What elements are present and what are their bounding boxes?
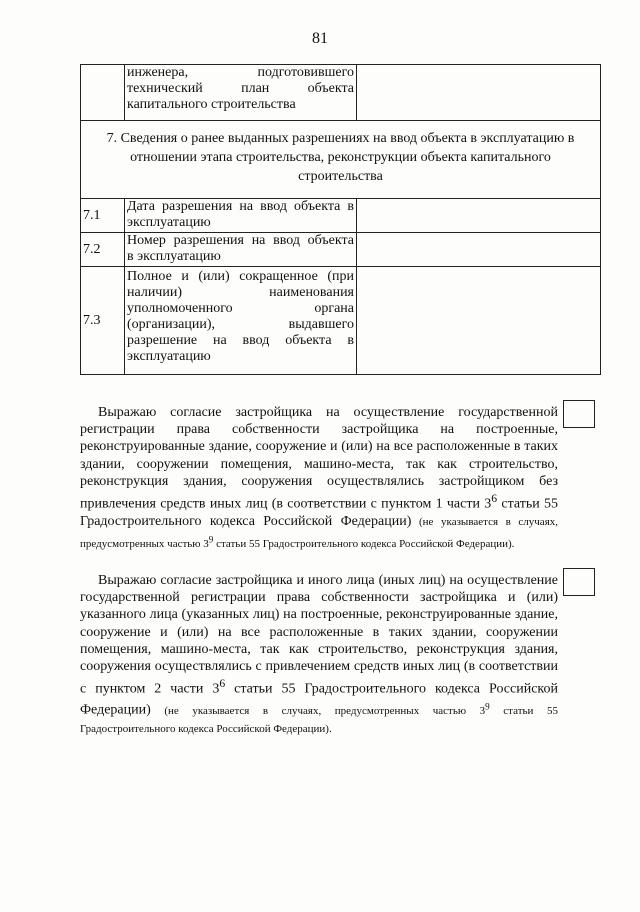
label-line: разрешение на ввод объекта в — [127, 333, 354, 348]
row-number: 7.2 — [81, 233, 125, 267]
application-form-table — [80, 64, 601, 375]
consent-1-note: (не указывается в случаях, предусмотренных частью 3 — [80, 515, 558, 550]
section-7-header-row — [81, 121, 601, 199]
label-line: эксплуатацию — [127, 349, 211, 364]
label-line: капитального строительства — [127, 97, 296, 112]
row-number: 7.3 — [81, 267, 125, 375]
label-line: (организации), выдавшего — [127, 317, 354, 332]
row-label-cell — [125, 199, 357, 233]
consent-2-text: Выражаю согласие застройщика и иного лица (иных лиц) на осуществление государственной регистрации права собственности застройщика и (или) указанного лица (указанных лиц) на построенные, реконструированные здание, сооружение и (или) на все расположенные в таких здании, сооружении помещения, машино-места, так как строительство, реконструкция здания, сооружения осуществлялись с привлечением средств иных лиц (в соответствии с пунктом 2 части 3 — [80, 573, 558, 697]
row-label-cell — [125, 233, 357, 267]
label-line: в эксплуатацию — [127, 249, 221, 264]
consent-1-sup: 6 — [491, 492, 498, 506]
page-number: 81 — [312, 30, 328, 47]
issuing-authority-field[interactable] — [357, 267, 601, 375]
row-label-cell — [125, 267, 357, 375]
consent-2-checkbox[interactable] — [563, 568, 595, 596]
consent-2-note: (не указывается в случаях, предусмотренных частью 3 — [150, 704, 486, 717]
label-line: инженера, подготовившего — [127, 65, 354, 80]
table-row-engineer — [81, 65, 601, 121]
permit-date-field[interactable] — [357, 199, 601, 233]
label-line: эксплуатацию — [127, 215, 211, 230]
consent-1-paragraph — [80, 404, 558, 553]
label-line: Дата разрешения на ввод объекта в — [127, 199, 354, 214]
consent-2-paragraph — [80, 572, 558, 738]
row-label-cell — [125, 65, 357, 121]
consent-1-note-end: статьи 55 Градостроительного кодекса Российской Федерации). — [213, 537, 515, 550]
consent-1-text: Выражаю согласие застройщика на осуществление государственной регистрации права собственности застройщика на построенные, реконструированные здание, сооружение и (или) на все расположенные в таких здании, сооружении помещения, машино-места, так как строительство, реконструкция здания, сооружения осуществлялись застройщиком без привлечения средств иных лиц (в соответствии с пунктом 1 части 3 — [80, 405, 558, 512]
consent-1-checkbox[interactable] — [563, 400, 595, 428]
consent-1-text-cont: статьи 55 Градостроительного кодекса Российской Федерации) — [80, 496, 558, 529]
consent-2-text-cont: статьи 55 Градостроительного кодекса Российской Федерации) — [80, 681, 559, 718]
label-line: наличии) наименования — [127, 285, 354, 300]
label-line: уполномоченного органа — [127, 301, 354, 316]
row-value-field[interactable] — [357, 65, 601, 121]
label-line: Номер разрешения на ввод объекта — [127, 233, 354, 248]
table-row-7-1 — [81, 199, 601, 233]
consent-2-note-end: статьи 55 Градостроительного кодекса Российской Федерации). — [80, 704, 558, 735]
label-line: Полное и (или) сокращенное (при — [127, 269, 354, 284]
table-row-7-3 — [81, 267, 601, 375]
permit-number-field[interactable] — [357, 233, 601, 267]
row-number-cell — [81, 65, 125, 121]
row-number: 7.1 — [81, 199, 125, 233]
label-line: технический план объекта — [127, 81, 354, 96]
section-7-title: 7. Сведения о ранее выданных разрешениях на ввод объекта в эксплуатацию в отношении этапа строительства, реконструкции объекта капитального строительства — [81, 121, 601, 199]
consent-1-note-sup: 9 — [208, 534, 214, 545]
table-row-7-2 — [81, 233, 601, 267]
consent-2-sup: 6 — [219, 677, 226, 691]
consent-2-note-sup: 9 — [485, 701, 490, 712]
